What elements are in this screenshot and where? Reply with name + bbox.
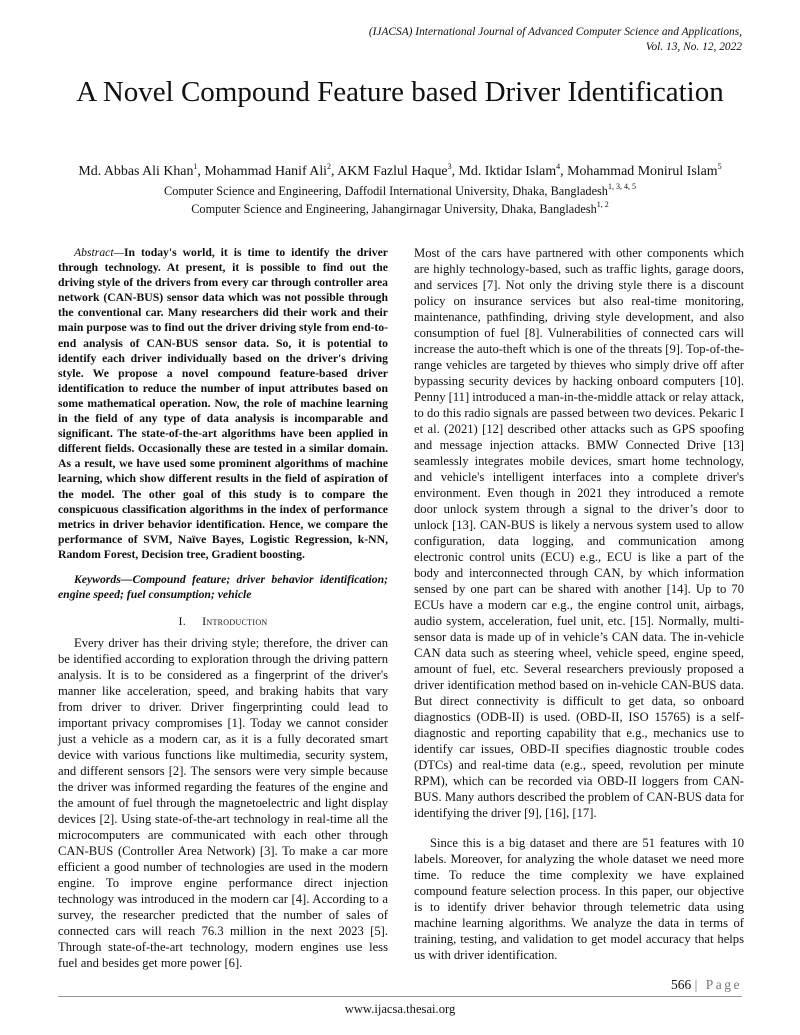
author-affiliation-mark: 2 <box>327 162 332 171</box>
author-affiliation-mark: 3 <box>447 162 452 171</box>
footer-divider <box>58 996 742 997</box>
journal-url: www.ijacsa.thesai.org <box>344 1002 456 1016</box>
section-heading-introduction <box>58 613 388 629</box>
author: Md. Iktidar Islam <box>458 164 557 179</box>
author-affiliation-mark: 4 <box>556 162 561 171</box>
section-title: Introduction <box>202 614 268 629</box>
author: AKM Fazlul Haque <box>337 164 448 179</box>
page-label: | Page <box>694 977 742 992</box>
author: Mohammad Monirul Islam <box>567 164 718 179</box>
author: Md. Abbas Ali Khan <box>78 164 194 179</box>
page-number <box>671 977 742 993</box>
introduction-paragraph-3: Since this is a big dataset and there are 51 features with 10 labels. Moreover, for analyzing the whole dataset we need more time. To reduce the time complexity we have explained compound feature selection process. In this paper, our objective is to identify driver behavior through telemetric data using machine learning algorithms. We analyze the data in terms of training, testing, and validation to get model accuracy that helps us with driver identification. <box>414 836 744 962</box>
running-header <box>222 25 742 55</box>
page-number-value: 566 <box>671 977 692 992</box>
section-number: I. <box>178 614 187 629</box>
introduction-paragraph-1: Every driver has their driving style; therefore, the driver can be identified according to exploration through the driving pattern analysis. It is to be considered as a fingerprint of the driver's manner like acceleration, speed, and braking habits that vary from driver to driver. Driver fingerprinting could lead to important privacy compromises [1]. Today we cannot consider just a vehicle as a modern car, as it is a fully decorated smart device with various functions like multimedia, security system, and different sensors [2]. The sensors were very simple because the driver was informed regarding the features of the engine and the amount of fuel through the magnetoelectric and light display devices [2]. Using state-of-the-art technology in real-time all the microcomputers are communicated with each other through CAN-BUS (Controller Area Network) [3]. To make a car more efficient a good number of technologies are used in the modern engine. To improve engine performance direct injection technology was introduced in the modern car [4]. According to a survey, the researcher predicted that the number of sales of connected cars will reach 76.3 million in the next 2023 [5]. Through state-of-the-art technology, modern engines use less fuel and besides get more power [6]. <box>58 636 388 971</box>
keywords: Keywords—Compound feature; driver behavior identification; engine speed; fuel consumption; vehicle <box>58 572 388 602</box>
abstract <box>58 245 388 562</box>
introduction-paragraph-2: Most of the cars have partnered with other components which are highly technology-based, such as traffic lights, garage doors, and services [7]. Not only the driving style there is a discount policy on insurance services but also real-time monitoring, maintenance, pathfinding, driving style development, and also consumption of fuel [8]. Vulnerabilities of connected cars will increase the auto-theft which is one of the threats [9]. Top-of-the-range vehicles are targeted by thieves who simply drive off after bypassing security devices by hacking onboard computers [10]. Penny [11] introduced a man-in-the-middle attack or relay attack, to do this radio signals are passed between two devices. Pekaric I et al. (2021) [12] described other attacks such as GPS spoofing and message injection attacks. BMW Connected Drive [13] seamlessly integrates mobile devices, smart home technology, and vehicle's intelligent interfaces into a complete driver's environment. Even though in 2021 they introduced a remote door unlock system through a signal to the driver’s door to unlock [13]. CAN-BUS is likely a nervous system used to allow configuration, data logging, and communication among electronic control units (ECU) e.g., ECU is like a part of the body and interconnected through CAN, by which information sensed by one part can be shared with another [14]. Up to 70 ECUs have a modern car e.g., the engine control unit, airbags, audio system, acceleration, fuel unit, etc. [15]. Normally, multi-sensor data is made up of in vehicle’s CAN data. The in-vehicle CAN data such as steering wheel, vehicle speed, engine speed, amount of fuel, etc. Several researchers previously proposed a driver identification method based on in-vehicle CAN-BUS data. But direct connectivity is difficult to get data, so onboard diagnostics (ODB-II) is used. (OBD-II, ISO 15765) is a self-diagnostic and reporting capability that e.g., mechanics use to identify car issues, OBD-II specifies diagnostic trouble codes (DTCs) and real-time data (e.g., speed, revolution per minute RPM), which can be recorded via OBD-II loggers from CAN-BUS. Many authors described the problem of CAN-BUS data for identifying the driver [9], [16], [17]. <box>414 246 744 820</box>
right-column <box>414 245 744 963</box>
journal-volume: Vol. 13, No. 12, 2022 <box>645 41 742 53</box>
affiliation-text: Computer Science and Engineering, Jahangirnagar University, Dhaka, Bangladesh <box>191 202 597 216</box>
affiliation-mark: 1, 3, 4, 5 <box>607 182 636 191</box>
abstract-body: In today's world, it is time to identify the driver through technology. At present, it is possible to find out the driving style of the drivers from every car through controller area network (CAN-BUS) sensor data which was not possible through the conventional car. Many researchers did their work and their main purpose was to find out the driver driving style from end-to-end analysis of CAN-BUS sensor data. So, it is potential to identify each driver individually based on the driver's driving style. We propose a novel compound feature-based driver identification to reduce the number of input attributes based on some mathematical operation. Now, the role of machine learning in the field of any type of data analysis is incomparable and significant. The state-of-the-art algorithms have been applied in different fields. Occasionally these are tested in a similar domain. As a result, we have used some prominent algorithms of machine learning, which show different results in the field of aspiration of the model. The other goal of this study is to compare the conspicuous classification algorithms in the index of performance metrics in driver behavior identification. Hence, we compare the performance of SVM, Naïve Bayes, Logistic Regression, k-NN, Random Forest, Decision tree, Gradient boosting. <box>58 246 388 561</box>
affiliation-mark: 1, 2 <box>596 200 609 209</box>
author: Mohammad Hanif Ali <box>204 164 328 179</box>
paper-title: A Novel Compound Feature based Driver Identification <box>76 76 724 108</box>
abstract-lead: Abstract— <box>74 246 124 259</box>
left-column <box>58 245 388 971</box>
affiliation-1 <box>40 183 760 199</box>
affiliation-text: Computer Science and Engineering, Daffodil International University, Dhaka, Bangladesh <box>164 184 608 198</box>
journal-name: (IJACSA) International Journal of Advanced Computer Science and Applications, <box>368 26 742 38</box>
affiliation-2 <box>40 201 760 217</box>
author-list: Md. Abbas Ali Khan$^1$, Mohammad Hanif Ali$^2$, AKM Fazlul Haque$^3$, Md. Iktidar Islam$^4$, Mohammad Monirul Islam$^5$ <box>78 162 722 179</box>
author-affiliation-mark: 1 <box>193 162 198 171</box>
author-affiliation-mark: 5 <box>717 162 722 171</box>
